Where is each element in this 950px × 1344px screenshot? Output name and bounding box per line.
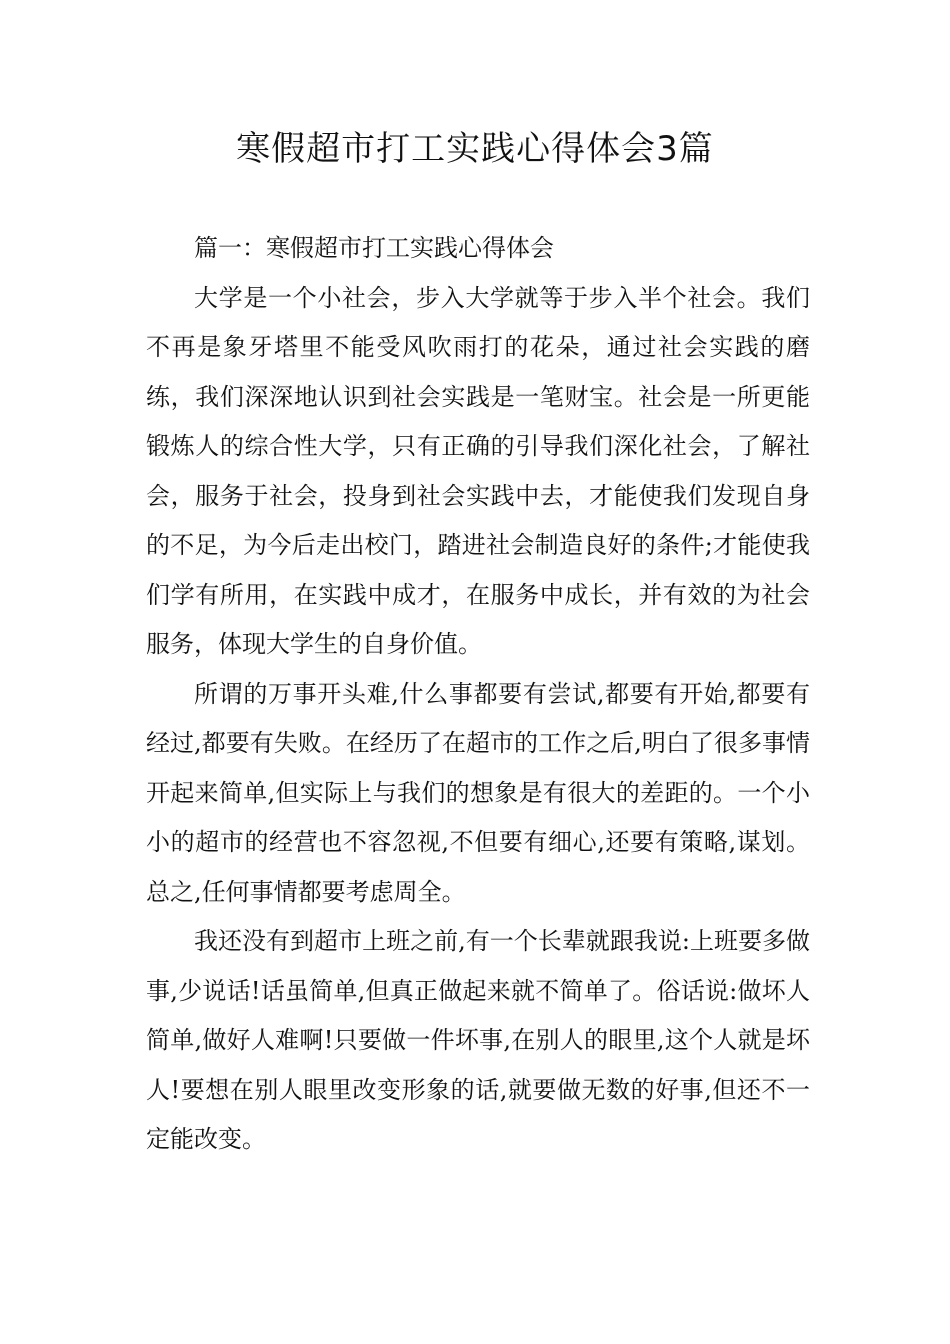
paragraph-2: 所谓的万事开头难,什么事都要有尝试,都要有开始,都要有经过,都要有失败。在经历了在超市的工作之后,明白了很多事情开起来简单,但实际上与我们的想象是有很大的差距的。一个小小的超市的经营也不容忽视,不但要有细心,还要有策略,谋划。总之,任何事情都要考虑周全。 (146, 679, 810, 906)
paragraph-3: 我还没有到超市上班之前,有一个长辈就跟我说:上班要多做事,少说话!话虽简单,但真正做起来就不简单了。俗话说:做坏人简单,做好人难啊!只要做一件坏事,在别人的眼里,这个人就是坏人!要想在别人眼里改变形象的话,就要做无数的好事,但还不一定能改变。 (146, 927, 810, 1153)
paragraph-1: 大学是一个小社会，步入大学就等于步入半个社会。我们不再是象牙塔里不能受风吹雨打的花朵，通过社会实践的磨练，我们深深地认识到社会实践是一笔财宝。社会是一所更能锻炼人的综合性大学，只有正确的引导我们深化社会，了解社会，服务于社会，投身到社会实践中去，才能使我们发现自身的不足，为今后走出校门，踏进社会制造良好的条件;才能使我们学有所用，在实践中成才，在服务中成长，并有效的为社会服务，体现大学生的自身价值。 (146, 283, 810, 658)
document-body (146, 224, 810, 1165)
section-heading: 篇一：寒假超市打工实践心得体会 (194, 234, 554, 262)
document-title: 寒假超市打工实践心得体会3篇 (236, 129, 714, 169)
